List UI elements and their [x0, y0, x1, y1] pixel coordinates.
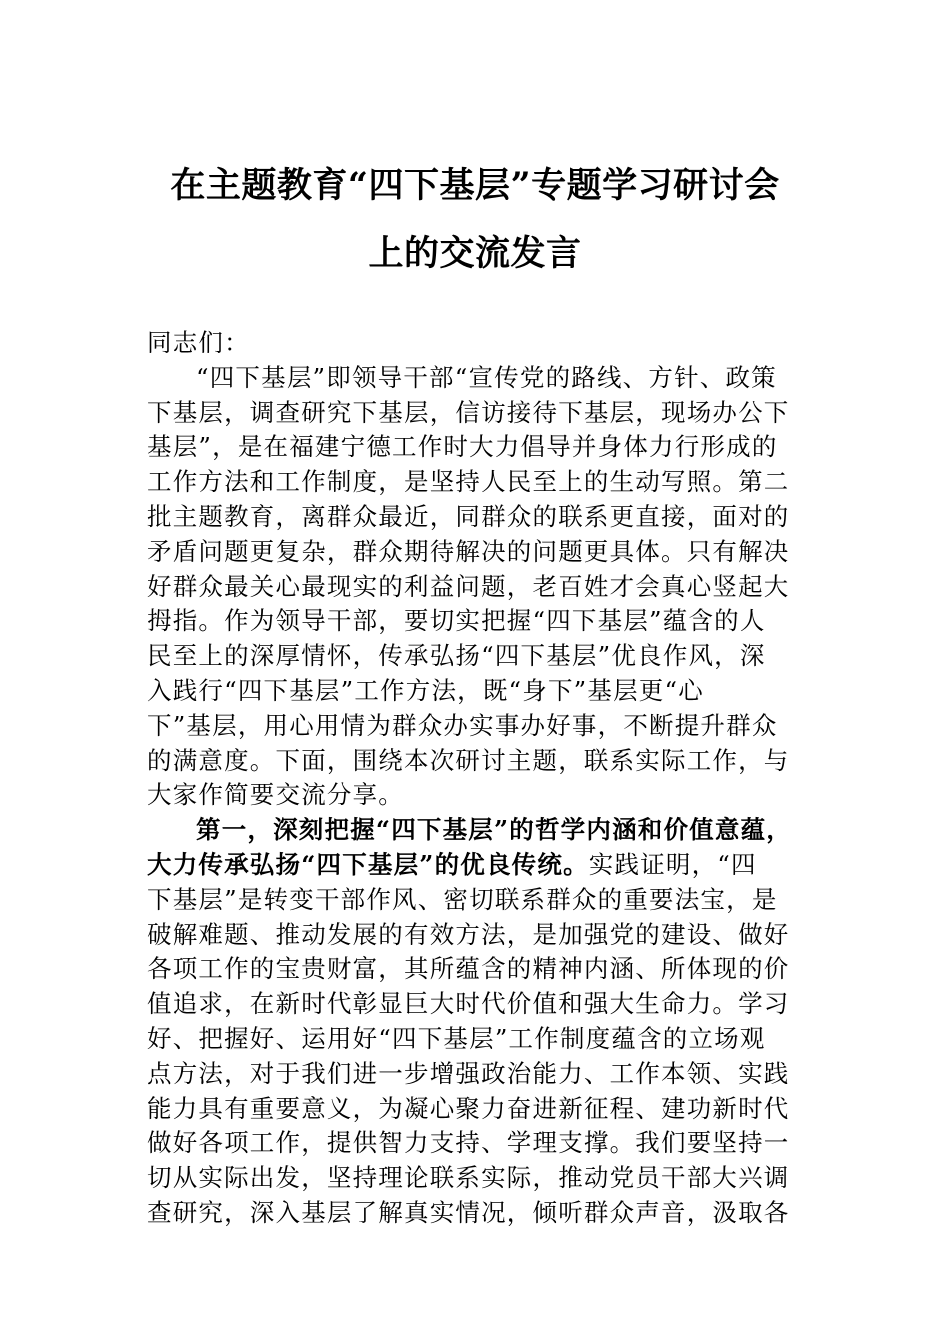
paragraph-2-line: 各项工作的宝贵财富，其所蕴含的精神内涵、所体现的价: [147, 954, 790, 984]
section-heading-line-2: [147, 848, 807, 883]
section-heading-line-1: 第一，深刻把握“四下基层”的哲学内涵和价值意蕴，: [196, 815, 792, 845]
salutation: 同志们：: [147, 328, 250, 357]
document-body: [147, 326, 807, 1231]
paragraph-1-line: 拇指。作为领导干部，要切实把握“四下基层”蕴含的人: [147, 606, 766, 636]
section-heading-text: 大力传承弘扬“四下基层”的优良传统。: [147, 849, 589, 879]
paragraph-1-line: 下基层，调查研究下基层，信访接待下基层，现场办公下: [147, 397, 790, 427]
paragraph-2-text: 实践证明，“四: [588, 849, 757, 879]
paragraph-2-line: 做好各项工作，提供智力支持、学理支撑。我们要坚持一: [147, 1128, 790, 1158]
paragraph-2-line: 点方法，对于我们进一步增强政治能力、工作本领、实践: [147, 1058, 790, 1088]
paragraph-1-line: 的满意度。下面，围绕本次研讨主题，联系实际工作，与: [147, 745, 790, 775]
document-title-line-2: 上的交流发言: [368, 233, 582, 274]
paragraph-2-line: 能力具有重要意义，为凝心聚力奋进新征程、建功新时代: [147, 1093, 790, 1123]
paragraph-1-line: 好群众最关心最现实的利益问题，老百姓才会真心竖起大: [147, 571, 790, 601]
paragraph-2-line: 破解难题、推动发展的有效方法，是加强党的建设、做好: [147, 919, 790, 949]
paragraph-1-line: 大家作简要交流分享。: [147, 780, 404, 810]
paragraph-1-line: 基层”，是在福建宁德工作时大力倡导并身体力行形成的: [147, 432, 778, 462]
paragraph-2-line: 查研究，深入基层了解真实情况，倾听群众声音，汲取各: [147, 1197, 790, 1227]
paragraph-1-line: 民至上的深厚情怀，传承弘扬“四下基层”优良作风，深: [147, 641, 766, 671]
paragraph-2-line: 值追求，在新时代彰显巨大时代价值和强大生命力。学习: [147, 989, 790, 1019]
paragraph-1-line: 入践行“四下基层”工作方法，既“身下”基层更“心: [147, 675, 704, 705]
paragraph-1-line: “四下基层”即领导干部“宣传党的路线、方针、政策: [196, 362, 777, 392]
paragraph-1-line: 批主题教育，离群众最近，同群众的联系更直接，面对的: [147, 501, 790, 531]
paragraph-1-line: 矛盾问题更复杂，群众期待解决的问题更具体。只有解决: [147, 536, 790, 566]
paragraph-1-line: 工作方法和工作制度，是坚持人民至上的生动写照。第二: [147, 467, 790, 497]
paragraph-2-line: 好、把握好、运用好“四下基层”工作制度蕴含的立场观: [147, 1023, 766, 1053]
paragraph-2-line: 切从实际出发，坚持理论联系实际，推动党员干部大兴调: [147, 1163, 790, 1193]
paragraph-1-line: 下”基层，用心用情为群众办实事办好事，不断提升群众: [147, 710, 778, 740]
document-title-line-1: 在主题教育“四下基层”专题学习研讨会: [170, 165, 780, 206]
paragraph-2-line: 下基层”是转变干部作风、密切联系群众的重要法宝，是: [147, 884, 778, 914]
